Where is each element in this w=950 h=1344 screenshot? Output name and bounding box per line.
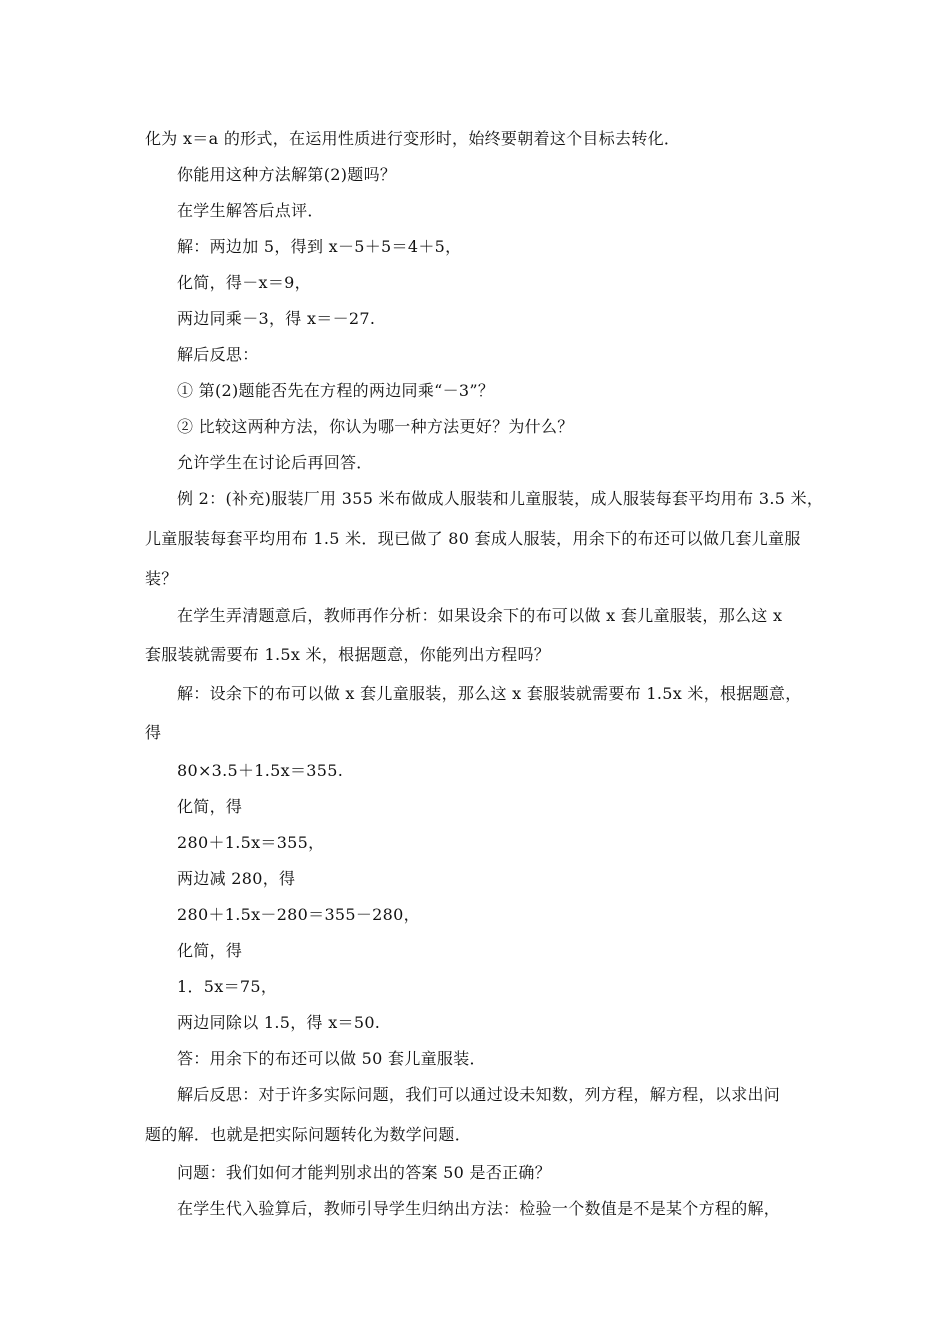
text-line: ② 比较这两种方法，你认为哪一种方法更好？为什么？ — [177, 417, 574, 436]
text-line: 问题：我们如何才能判别求出的答案 50 是否正确？ — [177, 1163, 552, 1182]
text-line: 套服装就需要布 1.5x 米，根据题意，你能列出方程吗？ — [145, 645, 551, 664]
text-line: 儿童服装每套平均用布 1.5 米．现已做了 80 套成人服装，用余下的布还可以做几套儿童服 — [145, 529, 801, 548]
text-line: 解后反思：对于许多实际问题，我们可以通过设未知数，列方程，解方程，以求出问 — [177, 1085, 781, 1104]
text-line: 两边减 280，得 — [177, 869, 296, 888]
text-line: 两边同乘－3，得 x＝－27. — [177, 309, 376, 328]
text-line: ① 第(2)题能否先在方程的两边同乘“－3”？ — [177, 381, 495, 400]
text-line: 在学生弄清题意后，教师再作分析：如果设余下的布可以做 x 套儿童服装，那么这 x — [177, 606, 783, 625]
text-line: 得 — [145, 723, 162, 742]
text-line: 题的解．也就是把实际问题转化为数学问题． — [145, 1125, 472, 1144]
text-line: 在学生代入验算后，教师引导学生归纳出方法：检验一个数值是不是某个方程的解， — [177, 1199, 781, 1218]
text-line: 化为 x＝a 的形式，在运用性质进行变形时，始终要朝着这个目标去转化． — [145, 129, 681, 148]
text-line: 两边同除以 1.5，得 x＝50. — [177, 1013, 381, 1032]
text-line: 解：两边加 5，得到 x－5＋5＝4＋5， — [177, 237, 462, 256]
text-line: 80×3.5＋1.5x＝355. — [177, 761, 344, 780]
text-line: 化简，得 — [177, 941, 243, 960]
text-line: 280＋1.5x－280＝355－280， — [177, 905, 420, 924]
text-line: 1．5x＝75， — [177, 977, 278, 996]
text-line: 化简，得 — [177, 797, 243, 816]
text-line: 280＋1.5x＝355， — [177, 833, 325, 852]
text-line: 解后反思： — [177, 345, 259, 364]
text-line: 答：用余下的布还可以做 50 套儿童服装． — [177, 1049, 486, 1068]
text-line: 允许学生在讨论后再回答． — [177, 453, 373, 472]
text-line: 例 2：(补充)服装厂用 355 米布做成人服装和儿童服装，成人服装每套平均用布 3.5 米， — [177, 489, 824, 508]
text-line: 化简，得－x＝9， — [177, 273, 311, 292]
text-line: 你能用这种方法解第(2)题吗？ — [177, 165, 397, 184]
text-line: 解：设余下的布可以做 x 套儿童服装，那么这 x 套服装就需要布 1.5x 米，根据题意， — [177, 684, 802, 703]
text-line: 在学生解答后点评． — [177, 201, 324, 220]
text-line: 装？ — [145, 569, 178, 588]
